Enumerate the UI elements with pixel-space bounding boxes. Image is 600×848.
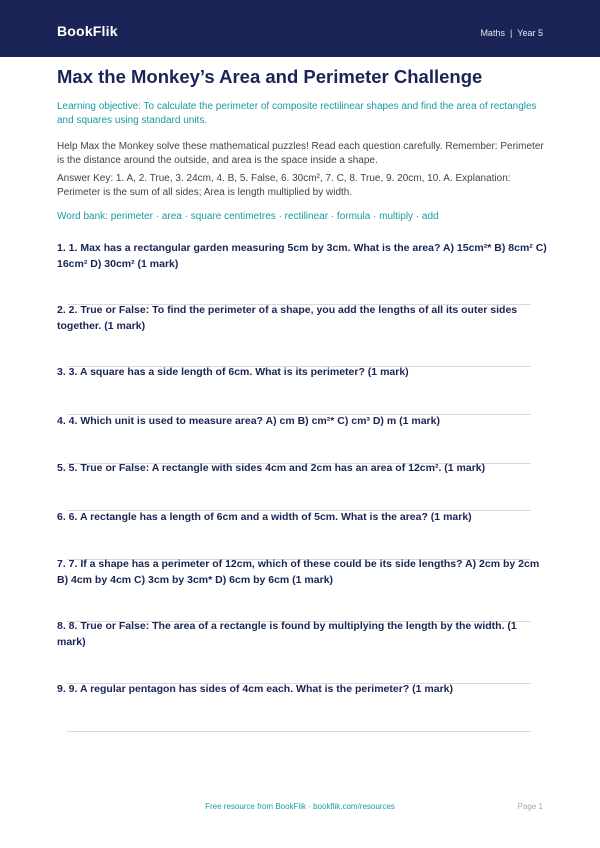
year-label: Year 5 bbox=[517, 28, 543, 38]
header-meta bbox=[480, 28, 543, 38]
word-bank: Word bank: perimeter · area · square centimetres · rectilinear · formula · multiply · add bbox=[57, 211, 439, 222]
brand-logo[interactable]: BookFlik bbox=[57, 23, 118, 39]
learning-objective: Learning objective: To calculate the perimeter of composite rectilinear shapes and find the area of rectangles and squares using standard units. bbox=[57, 101, 537, 126]
question-1: 1. 1. Max has a rectangular garden measuring 5cm by 3cm. What is the area? A) 15cm²* B) 8cm² C) 16cm² D) 30cm² (1 mark) bbox=[57, 242, 547, 270]
header-bar bbox=[0, 0, 600, 57]
question-4: 4. 4. Which unit is used to measure area? A) cm B) cm²* C) cm³ D) m (1 mark) bbox=[57, 415, 440, 427]
question-5: 5. 5. True or False: A rectangle with sides 4cm and 2cm has an area of 12cm². (1 mark) bbox=[57, 462, 486, 474]
page-number: Page 1 bbox=[517, 802, 543, 811]
footer-text[interactable]: Free resource from BookFlik · bookflik.com/resources bbox=[205, 802, 395, 811]
answer-key: Answer Key: 1. A, 2. True, 3. 24cm, 4. B, 5. False, 6. 30cm², 7. C, 8. True, 9. 20cm, 10. A. Explanation: Perimeter is the sum of all sides; Area is length multiplied by width. bbox=[57, 173, 511, 198]
intro-text: Help Max the Monkey solve these mathematical puzzles! Read each question carefully. Remember: Perimeter is the distance around the outside, and area is the space inside a shape. bbox=[57, 141, 544, 166]
subject-label: Maths bbox=[480, 28, 505, 38]
answer-line-9 bbox=[67, 731, 531, 732]
question-7: 7. 7. If a shape has a perimeter of 12cm, which of these could be its side lengths? A) 2cm by 2cm B) 4cm by 4cm C) 3cm by 3cm* D) 6cm by 6cm (1 mark) bbox=[57, 558, 540, 586]
question-3: 3. 3. A square has a side length of 6cm. What is its perimeter? (1 mark) bbox=[57, 366, 409, 378]
page-title: Max the Monkey’s Area and Perimeter Challenge bbox=[57, 66, 483, 87]
question-6: 6. 6. A rectangle has a length of 6cm and a width of 5cm. What is the area? (1 mark) bbox=[57, 511, 472, 523]
question-9: 9. 9. A regular pentagon has sides of 4cm each. What is the perimeter? (1 mark) bbox=[57, 683, 454, 695]
meta-separator: | bbox=[509, 28, 513, 38]
question-2: 2. 2. True or False: To find the perimeter of a shape, you add the lengths of all its outer sides together. (1 mark) bbox=[57, 304, 518, 332]
question-8: 8. 8. True or False: The area of a rectangle is found by multiplying the length by the width. (1 mark) bbox=[57, 620, 517, 648]
